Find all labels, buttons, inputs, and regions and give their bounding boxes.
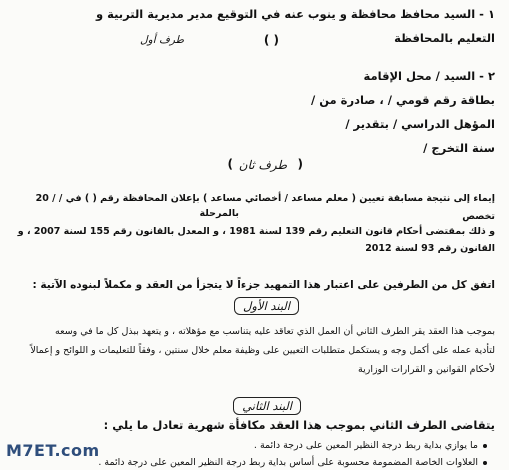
party2-paren-open: ( bbox=[297, 157, 303, 171]
preamble-line1: إيماء إلى نتيجة مسابقة تعيين ( معلم مساعد / أخصائي مساعد ) بإعلان المحافظة رقم ( ) في / / 20 bbox=[35, 193, 495, 204]
party1-line1: ١ - السيد محافظ محافظة و ينوب عنه في التوقيع مدير مديرية التربية و bbox=[95, 7, 495, 21]
clause2-item1-text: ما يوازي بداية ربط درجة النظير المعين على درجة دائمة . bbox=[253, 440, 478, 451]
party2-national-id-line: بطاقة رقم قومي / ، صادرة من / bbox=[310, 93, 495, 107]
clause1-line1: بموجب هذا العقد يقر الطرف الثاني أن العمل الذي تعاقد عليه يتناسب مع مؤهلاته ، و يتعهد ببذل كل ما في وسعه bbox=[55, 326, 495, 337]
clause2-item2 bbox=[98, 457, 487, 468]
party1-paren: ( ) bbox=[263, 33, 279, 47]
clause1-line3: لأحكام القوانين و القرارات الوزارية bbox=[358, 364, 495, 375]
clause2-item1 bbox=[254, 440, 487, 451]
party1-line2-label: التعليم بالمحافظة bbox=[394, 31, 495, 45]
party2-graduation-year: سنة التخرج / bbox=[423, 141, 495, 155]
clause2-item2-text: العلاوات الخاصة المضمومة محسوبة على أساس بداية ربط درجة النظير المعين على درجة دائمة . bbox=[98, 457, 478, 468]
preamble-stage: بالمرحلة bbox=[199, 208, 239, 219]
clause1-line2: لتأدية عمله على أكمل وجه و يستكمل متطلبات التعيين على وظيفة معلم خلال سنتين ، وفقاً للتعليمات و اللوائح و إعمالاً bbox=[30, 345, 495, 356]
preamble-law-line2: القانون رقم 93 لسنة 2012 bbox=[365, 243, 495, 254]
clause1-title: البند الأول bbox=[234, 297, 299, 315]
clause2-line1: يتقاضى الطرف الثاني بموجب هذا العقد مكافأة شهرية تعادل ما يلي : bbox=[103, 418, 495, 432]
party2-qualification-line: المؤهل الدراسي / بتقدير / bbox=[345, 117, 495, 131]
bullet-icon bbox=[483, 444, 487, 448]
agreement-statement: اتفق كل من الطرفين على اعتبار هذا التمهيد جزءاً لا يتجزأ من العقد و مكملاً لبنوده الآتية : bbox=[32, 279, 495, 291]
site-watermark: M7ET.com bbox=[6, 441, 100, 460]
clause2-title: البند الثاني bbox=[233, 397, 301, 415]
party2-line1: ٢ - السيد / محل الإقامة bbox=[363, 69, 495, 83]
preamble-law-line: و ذلك بمقتضى أحكام قانون التعليم رقم 139 لسنة 1981 ، و المعدل بالقانون رقم 155 لسنة 2007 ، و bbox=[17, 226, 495, 237]
bullet-icon bbox=[483, 461, 487, 465]
party2-paren-close: ) bbox=[227, 157, 233, 171]
preamble-specialty: تخصص bbox=[462, 211, 495, 222]
party1-role-handwritten: طرف أول bbox=[140, 34, 184, 46]
party2-role-handwritten: طرف ثان bbox=[238, 158, 287, 172]
